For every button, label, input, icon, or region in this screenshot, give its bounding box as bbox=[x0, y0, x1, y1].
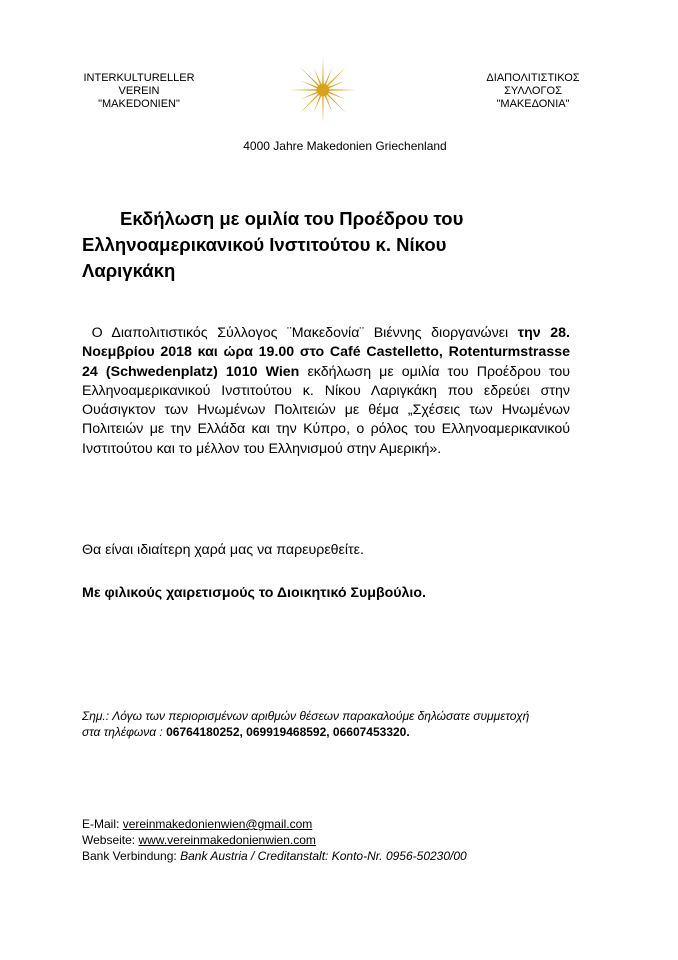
sun-ray bbox=[327, 67, 346, 86]
sun-ray bbox=[290, 89, 317, 90]
headline-line-3: Λαριγκάκη bbox=[82, 260, 176, 281]
header-subtitle: 4000 Jahre Makedonien Griechenland bbox=[243, 139, 447, 153]
reservation-note bbox=[82, 708, 602, 740]
org-right-line-3: "ΜΑΚΕΔΟΝΙΑ" bbox=[496, 98, 570, 110]
org-left-line-3: "MAKEDONIEN" bbox=[98, 98, 180, 110]
headline-line-2: Ελληνοαμερικανικού Ινστιτούτου κ. Νίκου bbox=[82, 234, 447, 255]
org-right-line-1: ΔΙΑΠΟΛΙΤΙΣΤΙΚΟΣ bbox=[486, 72, 580, 84]
org-name-german bbox=[64, 72, 214, 111]
event-headline bbox=[82, 206, 602, 284]
note-line-1: Σημ.: Λόγω των περιορισμένων αριθμών θέσεων παρακαλούμε δηλώσατε συμμετοχή bbox=[82, 709, 530, 723]
sun-ray bbox=[300, 67, 319, 86]
email-link[interactable]: vereinmakedonienwien@gmail.com bbox=[122, 817, 313, 831]
invitation-sentence: Θα είναι ιδιαίτερη χαρά μας να παρευρεθείτε. bbox=[82, 542, 364, 558]
sun-ray bbox=[300, 94, 319, 113]
body-details: εκδήλωση με ομιλία του Προέδρου του Ελληνοαμερικανικού Ινστιτούτου κ. Νίκου Λαριγκάκη που εδρεύει στην Ουάσιγκτον των Ηνωμένων Πολιτειών με θέμα „Σχέσεις των Ηνωμένων Πολιτειών με την Ελλάδα και την Κύπρο, ο ρόλος του Ελληνοαμερικανικού Ινστιτούτου και το μέλλον του Ελληνισμού στην Αμερική». bbox=[82, 363, 570, 457]
website-label: Webseite: bbox=[82, 833, 136, 847]
event-description bbox=[82, 324, 570, 459]
event-date-venue: την 28. Νοεμβρίου 2018 και ώρα 19.00 στο Café Castelletto, Rotenturmstrasse 24 (Schwedenplatz) 1010 Wien bbox=[82, 325, 570, 380]
contact-footer bbox=[82, 816, 622, 864]
bank-row bbox=[82, 848, 622, 864]
sun-ray bbox=[322, 57, 323, 84]
note-line-2-prefix: στα τηλέφωνα : bbox=[82, 725, 163, 739]
email-row bbox=[82, 816, 622, 832]
headline-line-1: Εκδήλωση με ομιλία του Προέδρου του bbox=[120, 208, 464, 229]
sun-ray bbox=[327, 94, 346, 113]
phone-numbers-suffix: . bbox=[406, 725, 410, 739]
bank-account: Bank Austria / Creditanstalt: Konto-Nr. 0956-50230/00 bbox=[180, 849, 467, 863]
email-label: E-Mail: bbox=[82, 817, 120, 831]
closing-greeting: Με φιλικούς χαιρετισμούς το Διοικητικό Συμβούλιο. bbox=[82, 585, 426, 601]
sun-ray bbox=[329, 89, 356, 90]
org-left-line-2: VEREIN bbox=[118, 85, 160, 97]
org-left-line-1: INTERKULTURELLER bbox=[83, 72, 195, 84]
bank-label: Bank Verbindung: bbox=[82, 849, 177, 863]
sun-ray bbox=[322, 96, 323, 123]
phone-numbers: 06764180252, 069919468592, 06607453320 bbox=[166, 725, 407, 739]
website-row bbox=[82, 832, 622, 848]
org-right-line-2: ΣΥΛΛΟΓΟΣ bbox=[504, 85, 562, 97]
vergina-sun-icon bbox=[287, 54, 359, 126]
org-name-greek bbox=[458, 72, 608, 111]
website-link[interactable]: www.vereinmakedonienwien.com bbox=[138, 833, 316, 847]
body-intro: Ο Διαπολιτιστικός Σύλλογος ¨Μακεδονία¨ Βιέννης διοργανώνει bbox=[91, 325, 509, 341]
